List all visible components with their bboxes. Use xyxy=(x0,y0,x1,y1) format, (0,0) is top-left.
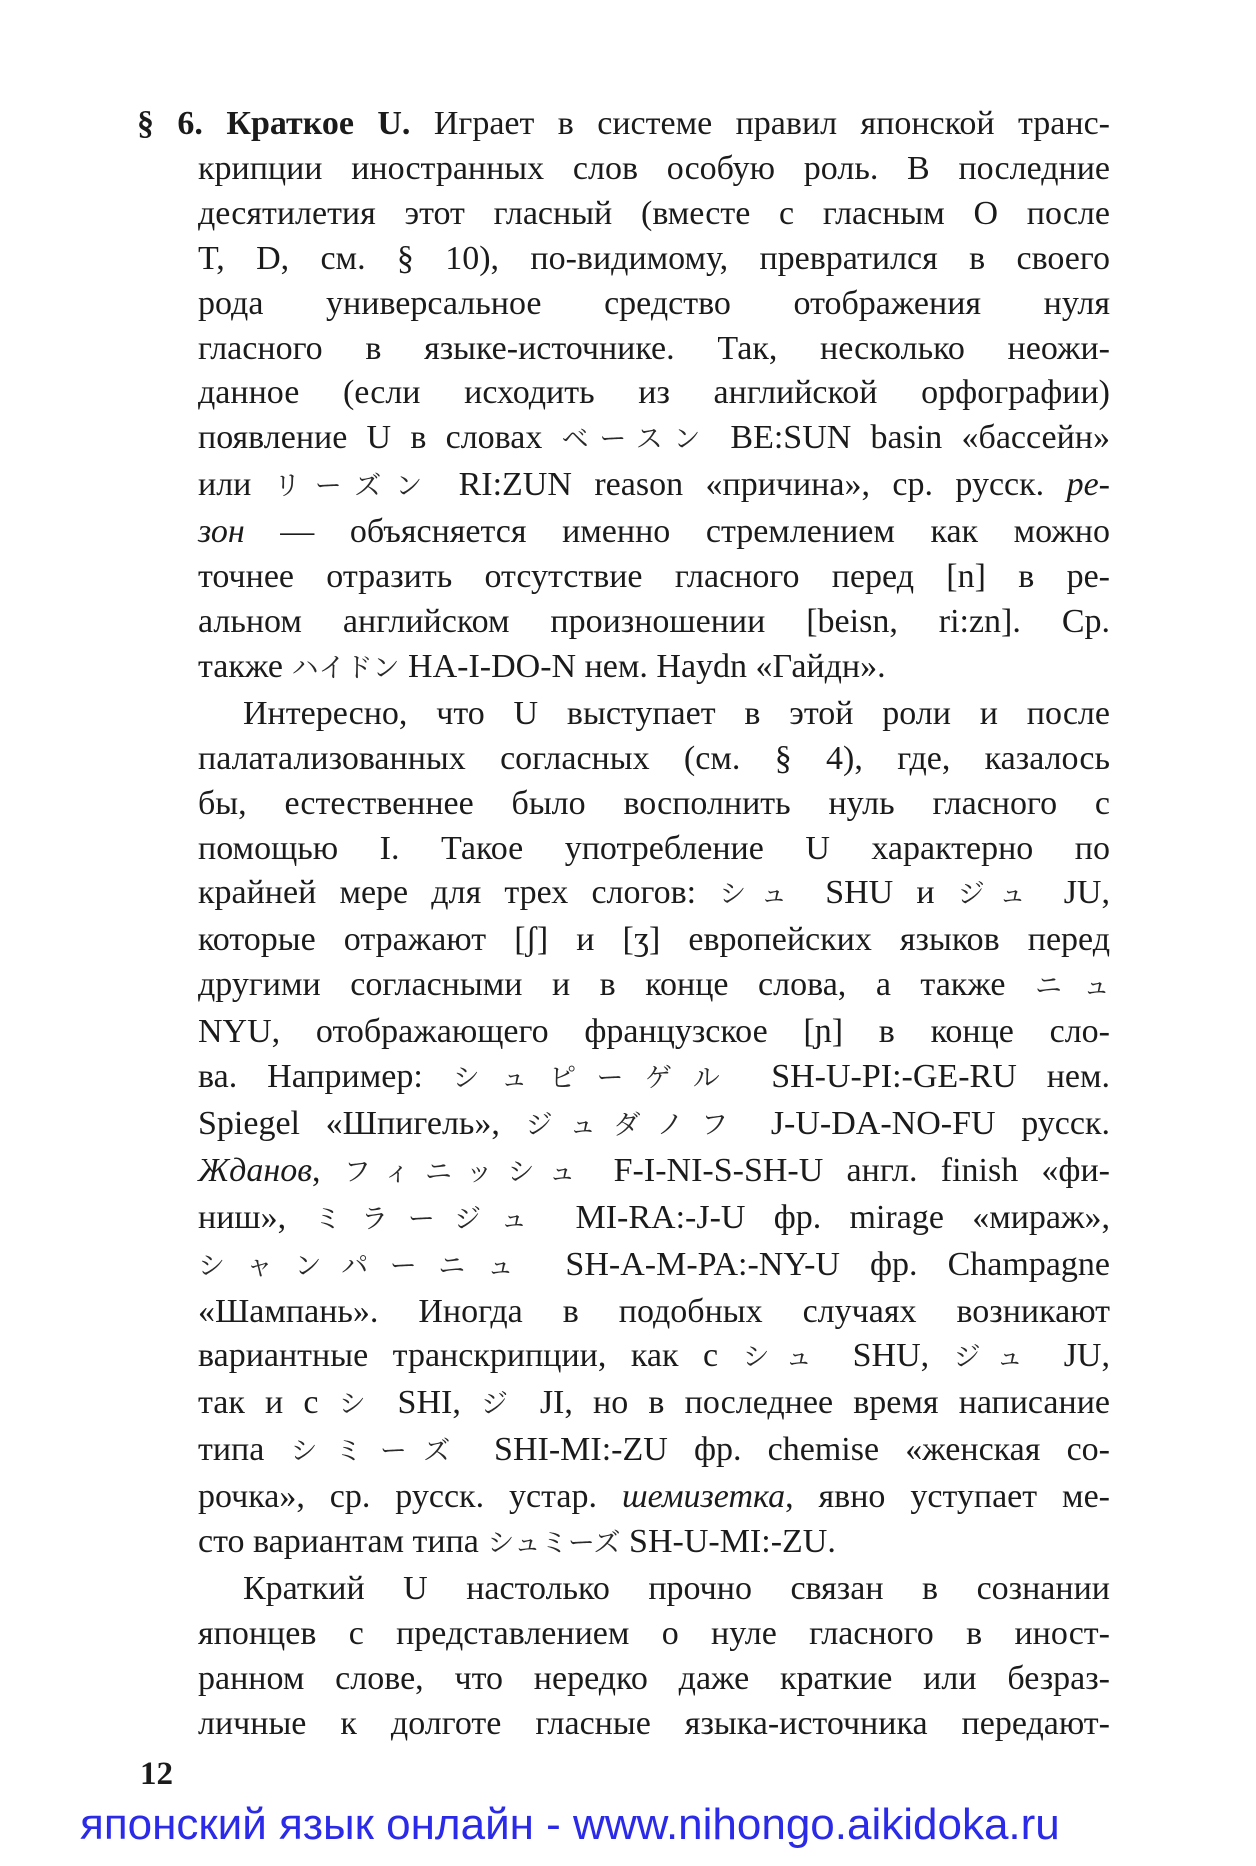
text-line xyxy=(198,1290,1110,1335)
text-line xyxy=(198,1381,1110,1428)
text-line xyxy=(198,1657,1110,1702)
text-run: сто вариантам типа xyxy=(198,1523,488,1561)
katakana-word: シャンパーニュ xyxy=(198,1250,536,1282)
katakana-word: ニュ xyxy=(1034,971,1111,1003)
text-line xyxy=(198,1243,1110,1290)
text-run: личные к долготе гласные языка-источника передают- xyxy=(198,1704,1110,1742)
text-line xyxy=(198,1149,1110,1196)
text-line xyxy=(198,918,1110,963)
text-run: бы, естественнее было восполнить нуль гласного с xyxy=(198,784,1110,822)
text-run: альном английском произношении [beisn, ri:zn]. Ср. xyxy=(198,602,1110,640)
text-run: , xyxy=(311,1151,344,1189)
katakana-word: リーズン xyxy=(273,471,437,503)
text-line xyxy=(198,692,1110,737)
text-run: появление U в словах xyxy=(198,419,562,457)
text-line xyxy=(198,327,1110,372)
text-line xyxy=(198,1102,1110,1149)
text-run: BE:SUN basin «бассейн» xyxy=(711,419,1110,457)
text-run: также xyxy=(198,647,292,685)
text-line xyxy=(198,645,1110,692)
text-line xyxy=(137,102,1110,147)
text-run: другими согласными и в конце слова, а также xyxy=(198,966,1035,1004)
text-line xyxy=(198,555,1110,600)
text-line xyxy=(198,737,1110,782)
text-run: помощью I. Такое употребление U характерно по xyxy=(198,829,1110,867)
text-run: HA-I-DO-N нем. Haydn «Гайдн». xyxy=(399,647,886,685)
italic-word: Жданов xyxy=(198,1151,312,1189)
katakana-word: シュ xyxy=(742,1342,829,1374)
text-run: типа xyxy=(198,1431,291,1469)
katakana-word: シュミーズ xyxy=(487,1528,621,1560)
text-line xyxy=(198,237,1110,282)
text-line xyxy=(198,1010,1110,1055)
text-line xyxy=(198,1428,1110,1475)
text-run: , явно уступает ме- xyxy=(785,1478,1110,1516)
text-run: «Шампань». Иногда в подобных случаях возникают xyxy=(198,1292,1110,1330)
text-line xyxy=(198,463,1110,510)
footer-link[interactable]: японский язык онлайн - www.nihongo.aikidoka.ru xyxy=(80,1800,1060,1849)
body-text xyxy=(137,102,1111,1747)
text-run: SHU, xyxy=(828,1337,954,1375)
italic-word: ре- xyxy=(1066,466,1111,504)
katakana-word: ジ xyxy=(480,1389,520,1421)
katakana-word: ジュダノフ xyxy=(525,1109,746,1141)
katakana-word: シミーズ xyxy=(290,1436,468,1468)
text-line xyxy=(198,192,1110,237)
text-line xyxy=(198,1334,1110,1381)
katakana-word: ジュ xyxy=(953,1342,1040,1374)
text-run: или xyxy=(198,466,274,504)
text-run: J-U-DA-NO-FU русск. xyxy=(745,1104,1110,1142)
text-run: рочка», ср. русск. устар. xyxy=(198,1478,622,1516)
text-run: десятилетия этот гласный (вместе с гласным О после xyxy=(198,194,1110,232)
text-line xyxy=(198,871,1110,918)
text-run: Интересно, что U выступает в этой роли и после xyxy=(243,694,1110,732)
katakana-word: シ xyxy=(338,1389,378,1421)
katakana-word: フィニッシュ xyxy=(343,1156,591,1188)
text-line xyxy=(198,1055,1110,1102)
text-line xyxy=(198,963,1110,1010)
text-run: T, D, см. § 10), по-видимому, превратился в своего xyxy=(198,239,1110,277)
italic-word: зон xyxy=(198,513,245,551)
text-run: гласного в языке-источнике. Так, несколько неожи- xyxy=(198,329,1110,367)
text-run: JU, xyxy=(1039,1337,1110,1375)
text-run: Краткий U настолько прочно связан в сознании xyxy=(243,1570,1110,1607)
text-run: RI:ZUN reason «причина», ср. русск. xyxy=(436,466,1067,504)
text-run: точнее отразить отсутствие гласного перед [n] в ре- xyxy=(198,558,1110,596)
text-line xyxy=(198,1702,1110,1747)
text-line xyxy=(198,1475,1110,1520)
text-run: которые отражают [ʃ] и [ʒ] европейских языков перед xyxy=(198,921,1110,959)
text-line xyxy=(198,782,1110,827)
text-run: вариантные транскрипции, как с xyxy=(198,1337,743,1375)
italic-word: шемизетка xyxy=(621,1478,786,1516)
text-run: SHU и xyxy=(802,874,958,912)
text-run: данное (если исходить из английской орфографии) xyxy=(198,374,1110,412)
page-number: 12 xyxy=(140,1756,173,1792)
text-run: SH-U-PI:-GE-RU нем. xyxy=(741,1058,1110,1096)
text-run: крипции иностранных слов особую роль. В последние xyxy=(198,149,1110,187)
text-run: так и с xyxy=(198,1384,339,1422)
text-line xyxy=(198,510,1110,555)
text-line xyxy=(198,416,1110,463)
text-run: — объясняется именно стремлением как можно xyxy=(244,513,1110,551)
text-run: SH-U-MI:-ZU. xyxy=(620,1523,836,1561)
text-run: ранном слове, что нередко даже краткие или безраз- xyxy=(198,1659,1110,1697)
section-heading: § 6. Краткое U. xyxy=(137,105,411,142)
katakana-word: ミラージュ xyxy=(314,1203,548,1235)
text-run: ва. Например: xyxy=(198,1058,453,1096)
text-run: ниш», xyxy=(198,1198,315,1236)
text-run: NYU, отображающего французское [ɲ] в конце сло- xyxy=(198,1013,1110,1051)
text-run: палатализованных согласных (см. § 4), где, казалось xyxy=(198,739,1110,777)
text-line xyxy=(198,147,1110,192)
katakana-word: ジュ xyxy=(957,879,1041,911)
text-run: Играет в системе правил японской транс- xyxy=(410,105,1111,142)
text-run: рода универсальное средство отображения нуля xyxy=(198,284,1110,322)
text-line xyxy=(198,1196,1110,1243)
text-run: Spiegel «Шпигель», xyxy=(198,1104,526,1142)
text-run: MI-RA:-J-U фр. mirage «мираж», xyxy=(547,1198,1111,1236)
text-run: крайней мере для трех слогов: xyxy=(198,874,720,912)
text-run: SHI-MI:-ZU фр. chemise «женская со- xyxy=(467,1431,1110,1469)
text-line xyxy=(198,371,1110,416)
text-run: SH-A-M-PA:-NY-U фр. Champagne xyxy=(535,1245,1110,1283)
text-run: F-I-NI-S-SH-U англ. finish «фи- xyxy=(590,1151,1110,1189)
text-line xyxy=(198,827,1110,872)
text-run: японцев с представлением о нуле гласного в иност- xyxy=(198,1614,1110,1652)
text-run: SHI, xyxy=(377,1384,481,1422)
text-run: JU, xyxy=(1040,874,1110,912)
katakana-word: ベースン xyxy=(561,424,712,456)
text-line xyxy=(198,600,1110,645)
text-line xyxy=(198,1567,1110,1612)
text-line xyxy=(198,1612,1110,1657)
katakana-word: ハイドン xyxy=(291,652,400,684)
katakana-word: シュ xyxy=(719,879,803,911)
text-run: JI, но в последнее время написание xyxy=(519,1384,1110,1422)
text-line xyxy=(198,1520,1110,1567)
katakana-word: シュピーゲル xyxy=(452,1063,742,1095)
text-line xyxy=(198,282,1110,327)
